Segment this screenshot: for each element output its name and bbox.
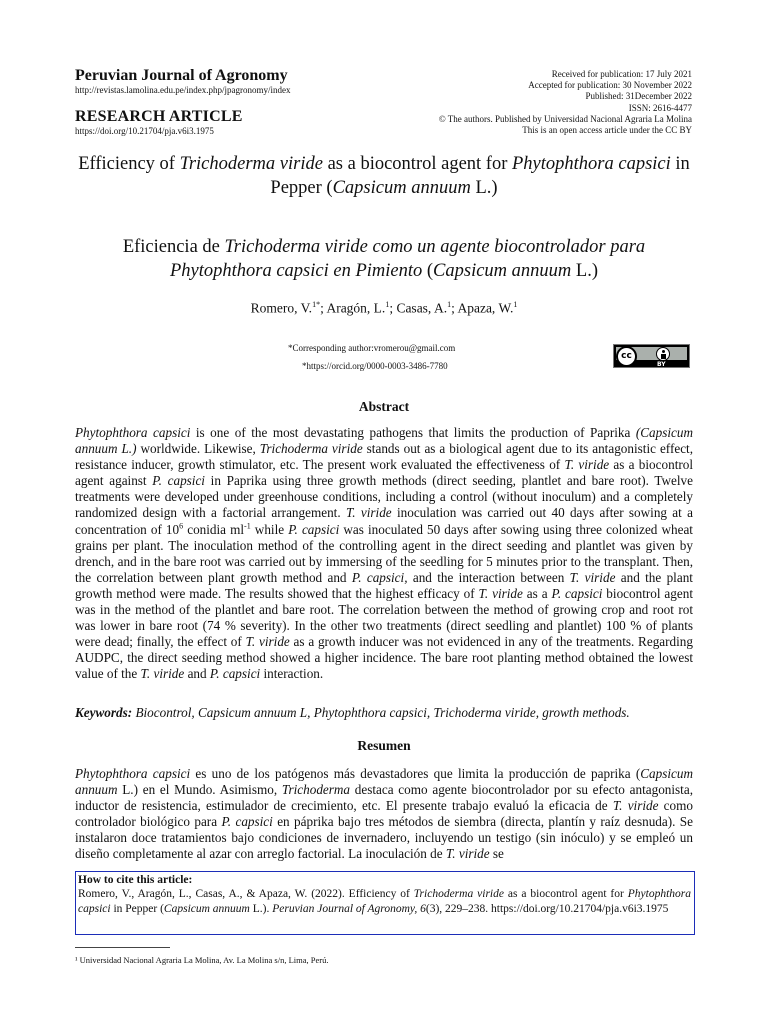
resumen-text: Phytophthora capsici es uno de los patógenos más devastadores que limita la producción de paprika (Capsicum annuum L.) en el Mundo. Asimismo, Trichoderma destaca como agente biocontrolador por su efecto antagonista, inductor de resistencia, estimulador de crecimiento, etc. El presente trabajo evaluó la eficacia de T. viride como controlador biológico para P. capsici en páprika bajo tres métodos de siembra (directa, plantín y raíz desnuda). Se instalaron doce tratamientos bajo condiciones de invernadero, incluyendo un testigo (sin inóculo) y se empleó un diseño completamente al azar con arreglo factorial. La inoculación de T. viride se (75, 766, 693, 862)
resumen-heading: Resumen (357, 738, 411, 753)
journal-name: Peruvian Journal of Agronomy (75, 67, 288, 84)
title-spanish: Eficiencia de Trichoderma viride como un agente biocontrolador para Phytophthora capsici en Pimiento (Capsicum annuum L.) (122, 237, 646, 281)
keywords (75, 705, 693, 721)
doi-link[interactable]: https://doi.org/10.21704/pja.v6i3.1975 (75, 126, 214, 136)
journal-url[interactable]: http://revistas.lamolina.edu.pe/index.php/jpagronomy/index (75, 85, 291, 95)
corresponding-author[interactable]: *Corresponding author:vromerou@gmail.com (288, 343, 456, 353)
abstract-heading: Abstract (358, 399, 410, 414)
orcid-link[interactable]: *https://orcid.org/0000-0003-3486-7780 (302, 361, 448, 371)
person-body (661, 354, 666, 359)
by-label: BY (657, 361, 666, 368)
publication-info (439, 69, 692, 136)
footnote-divider (75, 947, 170, 948)
attribution-person-icon (656, 347, 670, 361)
article-type: RESEARCH ARTICLE (75, 108, 243, 125)
issn: ISSN: 2616-4477 (628, 102, 692, 113)
license-notice: This is an open access article under the CC BY (522, 125, 692, 136)
title-english: Efficiency of Trichoderma viride as a biocontrol agent for Phytophthora capsici in Pepper (Capsicum annuum L.) (78, 154, 690, 198)
received-date: Received for publication: 17 July 2021 (551, 69, 692, 79)
citation-heading: How to cite this article: (78, 874, 193, 886)
copyright-notice: © The authors. Published by Universidad Nacional Agraria La Molina (438, 113, 692, 124)
cc-by-icon[interactable] (613, 344, 690, 368)
citation-text: Romero, V., Aragón, L., Casas, A., & Apaza, W. (2022). Efficiency of Trichoderma viride as a biocontrol agent for Phytophthora capsici in Pepper (Capsicum annuum L.). Peruvian Journal of Agronomy, 6(3), 229–238. https://doi.org/10.21704/pja.v6i3.1975 (78, 888, 692, 915)
cc-icon: cc (616, 346, 637, 367)
abstract-text: Phytophthora capsici is one of the most devastating pathogens that limits the production of Paprika (Capsicum annuum L.) worldwide. Likewise, Trichoderma viride stands out as a biological agent due to its antagonistic effect, resistance inducer, growth stimulator, etc. The present work evaluated the effectiveness of T. viride as a biocontrol agent against P. capsici in Paprika using three growth methods (direct seeding, plantlet and bare root). Twelve treatments were developed under greenhouse conditions, including a control (without inoculum) and a completely randomized design with a factorial arrangement. T. viride inoculation was carried out 40 days after sowing at a concentration of $10^6$ conidia $ml^{-1}$ while P. capsici was inoculated 50 days after sowing using three colonized wheat grains per plant. The inoculation method of the controlling agent in the direct seeding and plantlet was given by drench, and in the bare root was carried out by immersing of the seedling for 5 minutes prior to the transplant. Then, the correlation between plant growth method and P. capsici, and the interaction between T. viride and the plant growth method were made. The results showed that the highest efficacy of T. viride as a P. capsici biocontrol agent was in the method of the plantlet and bare root. The correlation between the method of growing crop and root rot was lower in bare root (74 % severity). In the other two treatments (direct seedling and plantlet) 100 % of plants were dead; finally, the effect of T. viride as a growth inducer was not evidenced in any of the treatments. Regarding AUDPC, the direct seeding method showed a higher incidence. The bare root planting method obtained the lowest value of the T. viride and P. capsici interaction. (75, 425, 694, 682)
keywords-text: Biocontrol, Capsicum annuum L, Phytophthora capsici, Trichoderma viride, growth methods. (132, 705, 630, 720)
keywords-label: Keywords: (75, 705, 133, 720)
citation-box (75, 871, 695, 935)
published-date: Published: 31December 2022 (585, 91, 692, 102)
author-list: Romero, V.$^{1*}$; Aragón, L.$^1$; Casas, A.$^1$; Apaza, W.$^1$ (250, 300, 518, 316)
affiliation-footnote: ¹ Universidad Nacional Agraria La Molina, Av. La Molina s/n, Lima, Perú. (75, 955, 329, 965)
accepted-date: Accepted for publication: 30 November 2022 (528, 80, 692, 91)
person-head (662, 350, 665, 353)
